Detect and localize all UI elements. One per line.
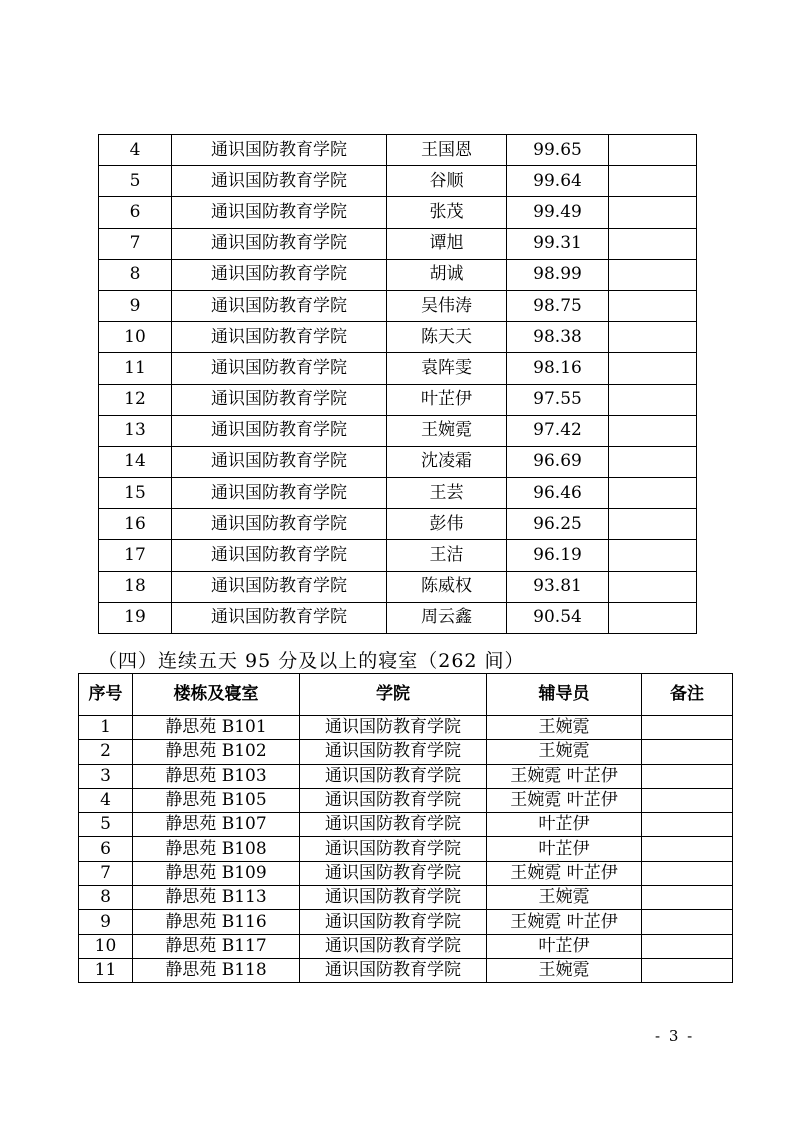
- cell-room: 静思苑 B117: [133, 934, 300, 958]
- cell-room: 静思苑 B118: [133, 958, 300, 982]
- cell-note: [642, 861, 733, 885]
- cell-college: 通识国防教育学院: [300, 788, 487, 812]
- cell-note: [642, 886, 733, 910]
- table-row: [99, 135, 697, 166]
- header-college: 学院: [300, 674, 487, 716]
- cell-no: 18: [99, 571, 172, 602]
- cell-no: 19: [99, 602, 172, 633]
- table-row: [79, 934, 733, 958]
- cell-score: 98.75: [507, 290, 609, 321]
- cell-college: 通识国防教育学院: [172, 322, 387, 353]
- table-row: [79, 861, 733, 885]
- cell-name: 陈天天: [387, 322, 507, 353]
- cell-note: [609, 509, 697, 540]
- cell-note: [609, 384, 697, 415]
- cell-score: 98.99: [507, 259, 609, 290]
- cell-note: [642, 764, 733, 788]
- cell-note: [609, 446, 697, 477]
- cell-score: 97.42: [507, 415, 609, 446]
- cell-score: 96.69: [507, 446, 609, 477]
- cell-college: 通识国防教育学院: [172, 415, 387, 446]
- header-room: 楼栋及寝室: [133, 674, 300, 716]
- cell-name: 叶芷伊: [387, 384, 507, 415]
- cell-college: 通识国防教育学院: [300, 764, 487, 788]
- table-row: [99, 415, 697, 446]
- cell-note: [609, 540, 697, 571]
- cell-score: 98.16: [507, 353, 609, 384]
- table-row: [79, 958, 733, 982]
- cell-college: 通识国防教育学院: [172, 540, 387, 571]
- cell-note: [642, 813, 733, 837]
- cell-note: [609, 571, 697, 602]
- cell-counselor: 王婉霓: [487, 886, 642, 910]
- cell-college: 通识国防教育学院: [172, 509, 387, 540]
- cell-name: 沈凌霜: [387, 446, 507, 477]
- cell-counselor: 王婉霓 叶芷伊: [487, 788, 642, 812]
- cell-college: 通识国防教育学院: [172, 197, 387, 228]
- cell-note: [642, 716, 733, 740]
- cell-no: 10: [99, 322, 172, 353]
- cell-no: 5: [99, 166, 172, 197]
- cell-college: 通识国防教育学院: [300, 910, 487, 934]
- header-note: 备注: [642, 674, 733, 716]
- table-row: [99, 290, 697, 321]
- table-row: [79, 740, 733, 764]
- cell-score: 96.19: [507, 540, 609, 571]
- cell-room: 静思苑 B116: [133, 910, 300, 934]
- table-row: [99, 384, 697, 415]
- table-row: [99, 478, 697, 509]
- table-row: [79, 764, 733, 788]
- cell-college: 通识国防教育学院: [172, 571, 387, 602]
- cell-no: 3: [79, 764, 133, 788]
- cell-name: 周云鑫: [387, 602, 507, 633]
- table-row: [99, 571, 697, 602]
- cell-name: 陈威权: [387, 571, 507, 602]
- cell-counselor: 王婉霓 叶芷伊: [487, 861, 642, 885]
- cell-no: 11: [79, 958, 133, 982]
- table-row: [99, 259, 697, 290]
- cell-counselor: 王婉霓: [487, 716, 642, 740]
- cell-room: 静思苑 B105: [133, 788, 300, 812]
- cell-note: [609, 478, 697, 509]
- cell-room: 静思苑 B107: [133, 813, 300, 837]
- cell-room: 静思苑 B101: [133, 716, 300, 740]
- cell-note: [609, 415, 697, 446]
- header-counselor: 辅导员: [487, 674, 642, 716]
- cell-no: 10: [79, 934, 133, 958]
- cell-no: 12: [99, 384, 172, 415]
- cell-note: [609, 602, 697, 633]
- cell-college: 通识国防教育学院: [172, 166, 387, 197]
- cell-name: 谭旭: [387, 228, 507, 259]
- cell-name: 王芸: [387, 478, 507, 509]
- cell-name: 谷顺: [387, 166, 507, 197]
- cell-name: 王国恩: [387, 135, 507, 166]
- cell-note: [609, 290, 697, 321]
- cell-college: 通识国防教育学院: [300, 837, 487, 861]
- table-row: [99, 166, 697, 197]
- cell-score: 90.54: [507, 602, 609, 633]
- cell-score: 97.55: [507, 384, 609, 415]
- table-row: [99, 540, 697, 571]
- cell-room: 静思苑 B102: [133, 740, 300, 764]
- cell-college: 通识国防教育学院: [300, 740, 487, 764]
- cell-counselor: 王婉霓: [487, 958, 642, 982]
- cell-score: 96.46: [507, 478, 609, 509]
- cell-note: [609, 135, 697, 166]
- table-row: [99, 322, 697, 353]
- cell-score: 98.38: [507, 322, 609, 353]
- dorm-table-body: [79, 716, 733, 983]
- cell-no: 6: [79, 837, 133, 861]
- student-score-table: [98, 134, 697, 634]
- cell-score: 99.65: [507, 135, 609, 166]
- cell-room: 静思苑 B109: [133, 861, 300, 885]
- cell-college: 通识国防教育学院: [172, 228, 387, 259]
- cell-note: [609, 197, 697, 228]
- cell-no: 17: [99, 540, 172, 571]
- cell-counselor: 王婉霓 叶芷伊: [487, 910, 642, 934]
- cell-college: 通识国防教育学院: [172, 135, 387, 166]
- cell-college: 通识国防教育学院: [300, 886, 487, 910]
- cell-college: 通识国防教育学院: [300, 861, 487, 885]
- section-heading: （四）连续五天 95 分及以上的寝室（262 间）: [98, 650, 525, 672]
- cell-no: 8: [79, 886, 133, 910]
- table-row: [79, 886, 733, 910]
- cell-note: [642, 958, 733, 982]
- cell-note: [642, 934, 733, 958]
- student-score-table-body: [99, 135, 697, 634]
- table-row: [79, 716, 733, 740]
- dorm-table: [78, 673, 733, 983]
- cell-score: 93.81: [507, 571, 609, 602]
- cell-name: 王洁: [387, 540, 507, 571]
- cell-college: 通识国防教育学院: [172, 446, 387, 477]
- cell-no: 7: [99, 228, 172, 259]
- cell-college: 通识国防教育学院: [172, 602, 387, 633]
- table-row: [99, 228, 697, 259]
- table-row: [79, 910, 733, 934]
- cell-college: 通识国防教育学院: [300, 813, 487, 837]
- cell-no: 7: [79, 861, 133, 885]
- cell-college: 通识国防教育学院: [300, 716, 487, 740]
- cell-college: 通识国防教育学院: [300, 958, 487, 982]
- cell-no: 5: [79, 813, 133, 837]
- cell-room: 静思苑 B103: [133, 764, 300, 788]
- cell-counselor: 王婉霓: [487, 740, 642, 764]
- cell-name: 王婉霓: [387, 415, 507, 446]
- cell-no: 1: [79, 716, 133, 740]
- table-row: [79, 788, 733, 812]
- table-row: [79, 813, 733, 837]
- cell-score: 99.49: [507, 197, 609, 228]
- table-row: [99, 602, 697, 633]
- cell-college: 通识国防教育学院: [172, 290, 387, 321]
- table-row: [99, 353, 697, 384]
- cell-no: 2: [79, 740, 133, 764]
- cell-note: [609, 322, 697, 353]
- cell-no: 9: [99, 290, 172, 321]
- cell-college: 通识国防教育学院: [172, 259, 387, 290]
- cell-note: [609, 259, 697, 290]
- cell-no: 8: [99, 259, 172, 290]
- cell-name: 张茂: [387, 197, 507, 228]
- table-row: [99, 509, 697, 540]
- cell-note: [609, 228, 697, 259]
- cell-counselor: 叶芷伊: [487, 837, 642, 861]
- cell-counselor: 叶芷伊: [487, 934, 642, 958]
- cell-no: 9: [79, 910, 133, 934]
- cell-note: [609, 353, 697, 384]
- cell-no: 4: [79, 788, 133, 812]
- cell-no: 16: [99, 509, 172, 540]
- cell-note: [642, 837, 733, 861]
- header-index: 序号: [79, 674, 133, 716]
- cell-score: 99.64: [507, 166, 609, 197]
- cell-no: 11: [99, 353, 172, 384]
- cell-no: 14: [99, 446, 172, 477]
- cell-no: 6: [99, 197, 172, 228]
- cell-college: 通识国防教育学院: [172, 353, 387, 384]
- table-row: [99, 197, 697, 228]
- cell-counselor: 叶芷伊: [487, 813, 642, 837]
- dorm-table-header-row: [79, 674, 733, 716]
- cell-no: 4: [99, 135, 172, 166]
- cell-score: 96.25: [507, 509, 609, 540]
- cell-name: 袁阵雯: [387, 353, 507, 384]
- cell-name: 胡诚: [387, 259, 507, 290]
- cell-name: 彭伟: [387, 509, 507, 540]
- cell-note: [642, 788, 733, 812]
- cell-name: 吴伟涛: [387, 290, 507, 321]
- cell-college: 通识国防教育学院: [172, 478, 387, 509]
- cell-room: 静思苑 B108: [133, 837, 300, 861]
- cell-note: [642, 740, 733, 764]
- cell-college: 通识国防教育学院: [172, 384, 387, 415]
- cell-no: 15: [99, 478, 172, 509]
- cell-counselor: 王婉霓 叶芷伊: [487, 764, 642, 788]
- cell-no: 13: [99, 415, 172, 446]
- table-row: [79, 837, 733, 861]
- cell-score: 99.31: [507, 228, 609, 259]
- cell-note: [609, 166, 697, 197]
- cell-college: 通识国防教育学院: [300, 934, 487, 958]
- cell-note: [642, 910, 733, 934]
- page-number: - 3 -: [655, 1027, 695, 1045]
- cell-room: 静思苑 B113: [133, 886, 300, 910]
- table-row: [99, 446, 697, 477]
